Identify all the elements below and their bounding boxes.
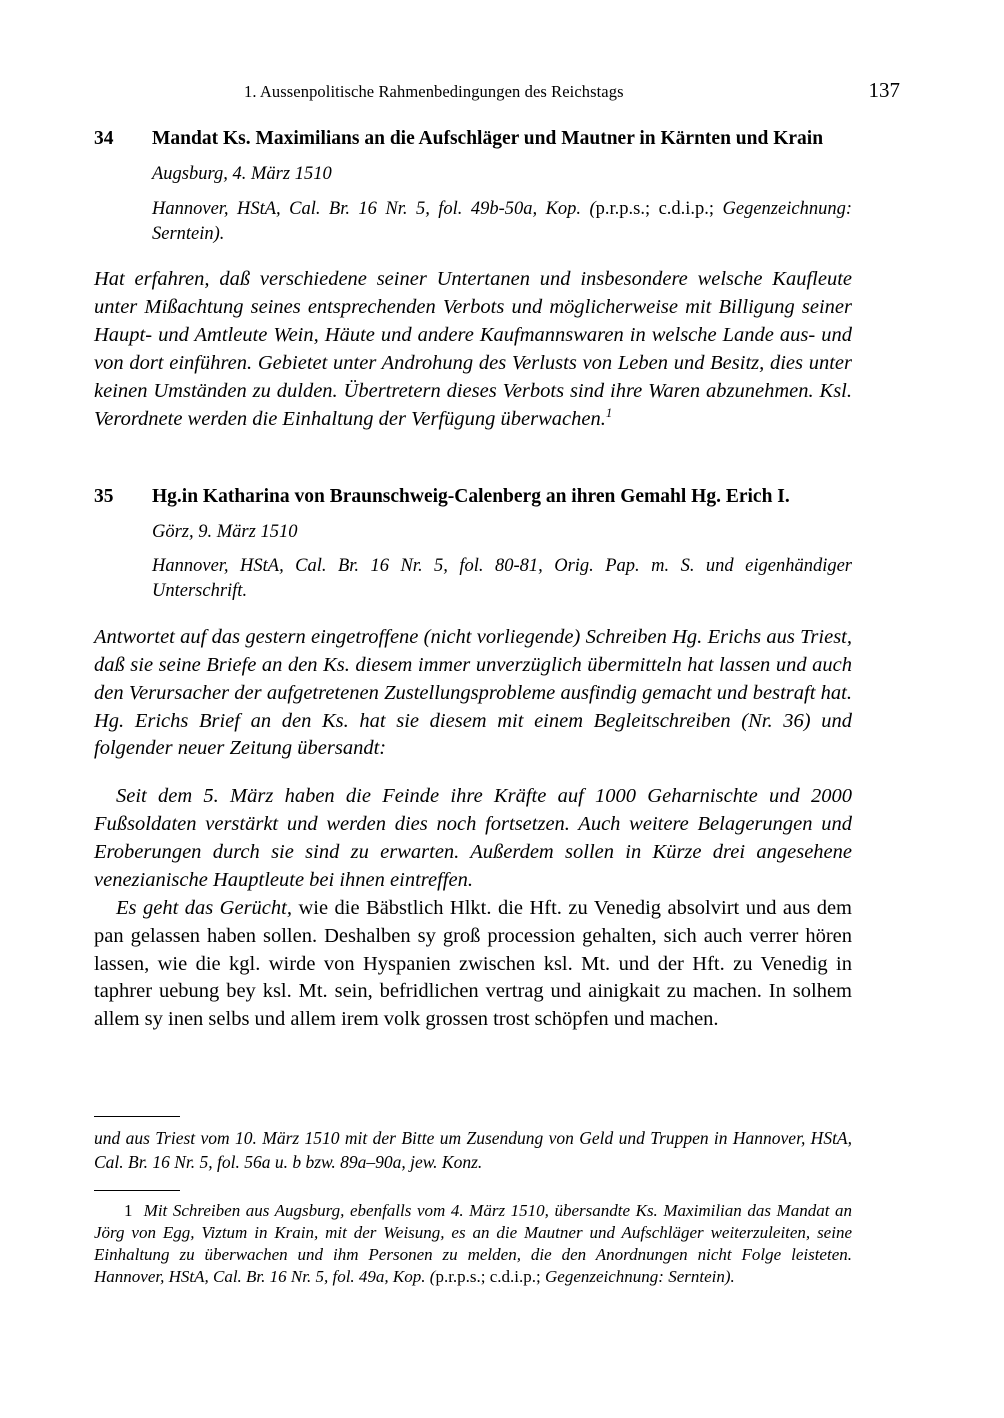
entry-spacer <box>94 440 852 484</box>
footnote-rule <box>94 1116 180 1117</box>
entry-number: 34 <box>94 128 114 149</box>
running-head <box>94 78 900 102</box>
entry-source-italic-2: Gegenzeichnung: Serntein). <box>152 198 852 244</box>
footnote-rule-2 <box>94 1190 180 1191</box>
entry-title: Hg.in Katharina von Braunschweig-Calenberg an ihren Gemahl Hg. Erich I. <box>152 485 790 507</box>
entry-paragraph-3-text: wie die Bäbstlich Hlkt. die Hft. zu Venedig absolvirt und aus dem pan gelassen haben sollen. Deshalben sy groß procession gehalten, sich auch verrer hören lassen, wie die kgl. wirde von Hyspanien zwischen ksl. Mt. und der Hft. zu Venedig in taphrer uebung bey ksl. Mt. sein, befridlichen vertrag und ainigkait zu machen. In solhem allem sy inen selbs und allem irem volk grossen trost schöpfen und machen. <box>94 896 852 1031</box>
page-number: 137 <box>868 78 900 102</box>
entry-source-roman: p.r.p.s.; c.d.i.p.; <box>595 198 715 219</box>
entry-paragraph-2: Seit dem 5. März haben die Feinde ihre Kräfte auf 1000 Geharnischte und 2000 Fußsoldaten verstärkt und werden dies noch fortsetzen. Auch weitere Belagerungen und Eroberungen durch sie sind zu erwarten. Außerdem sollen in Kürze drei angesehene venezianische Hauptleute bei ihnen eintreffen. <box>94 785 852 891</box>
entry-place-date: Görz, 9. März 1510 <box>152 521 298 542</box>
entry-paragraph-3-lead: Es geht das Gerücht, <box>116 896 292 919</box>
entry-summary <box>94 266 852 433</box>
document-entry-34 <box>94 126 852 434</box>
footnote-item-1 <box>94 1200 852 1288</box>
footnote-text-italic-2: Gegenzeichnung: Serntein). <box>540 1266 735 1286</box>
entry-title: Mandat Ks. Maximilians an die Aufschläger und Mautner in Kärnten und Krain <box>152 128 824 149</box>
entry-number: 35 <box>94 485 114 507</box>
entry-source-italic: Hannover, HStA, Cal. Br. 16 Nr. 5, fol. 80-81, Orig. Pap. m. S. und eigenhändiger Unterschrift. <box>152 556 852 602</box>
running-head-title: 1. Aussenpolitische Rahmenbedingungen des Reichstags <box>244 82 624 101</box>
entry-paragraph-1: Antwortet auf das gestern eingetroffene (nicht vorliegende) Schreiben Hg. Erichs aus Triest, daß sie seine Briefe an den Ks. diesem immer unverzüglich übermitteln hat lassen und auch den Verursacher der aufgetretenen Zustellungsprobleme ausfindig gemacht und bestraft hat. Hg. Erichs Brief an den Ks. hat sie diesem mit einem Begleitschreiben (Nr. 36) und folgender neuer Zeitung übersandt: <box>94 625 852 760</box>
footnote-continuation: und aus Triest vom 10. März 1510 mit der Bitte um Zusendung von Geld und Truppen in Hannover, HStA, Cal. Br. 16 Nr. 5, fol. 56a u. b bzw. 89a–90a, jew. Konz. <box>94 1128 852 1172</box>
entry-summary-text: Hat erfahren, daß verschiedene seiner Untertanen und insbesondere welsche Kaufleute unter Mißachtung seines entsprechenden Verbots und möglicherweise mit Billigung seiner Haupt- und Amtleute Wein, Häute und andere Kaufmannswaren in welsche Lande aus- und von dort einführen. Gebietet unter Androhung des Verlusts von Leben und Besitz, dies unter keinen Umständen zu dulden. Übertretern dieses Verbots sind ihre Waren abzunehmen. Ksl. Verordnete werden die Einhaltung der Verfügung überwachen. <box>94 268 852 430</box>
footnote-marker: 1 <box>124 1200 133 1220</box>
footnote-area <box>94 1116 852 1288</box>
footnote-text-roman: p.r.p.s.; c.d.i.p.; <box>435 1266 541 1286</box>
entry-heading <box>94 126 852 151</box>
footnote-text-italic: Mit Schreiben aus Augsburg, ebenfalls vom 4. März 1510, übersandte Ks. Maximilian das Mandat an Jörg von Egg, Viztum in Krain, mit der Weisung, es an die Mautner und Aufschläger weiterzuleiten, seine Einhaltung zu überwachen und ihm Personen zu melden, die den Anordnungen nicht Folge leisteten. Hannover, HStA, Cal. Br. 16 Nr. 5, fol. 49a, Kop. ( <box>94 1200 853 1286</box>
entry-source-italic: Hannover, HStA, Cal. Br. 16 Nr. 5, fol. 49b-50a, Kop. ( <box>152 198 596 219</box>
entry-paragraph-3 <box>94 895 852 1034</box>
entry-source <box>152 554 852 604</box>
entry-heading <box>94 484 852 509</box>
entry-place-date: Augsburg, 4. März 1510 <box>152 164 332 185</box>
document-entry-35 <box>94 484 852 1035</box>
entry-source <box>152 197 852 247</box>
footnote-ref-1[interactable]: 1 <box>605 405 613 420</box>
